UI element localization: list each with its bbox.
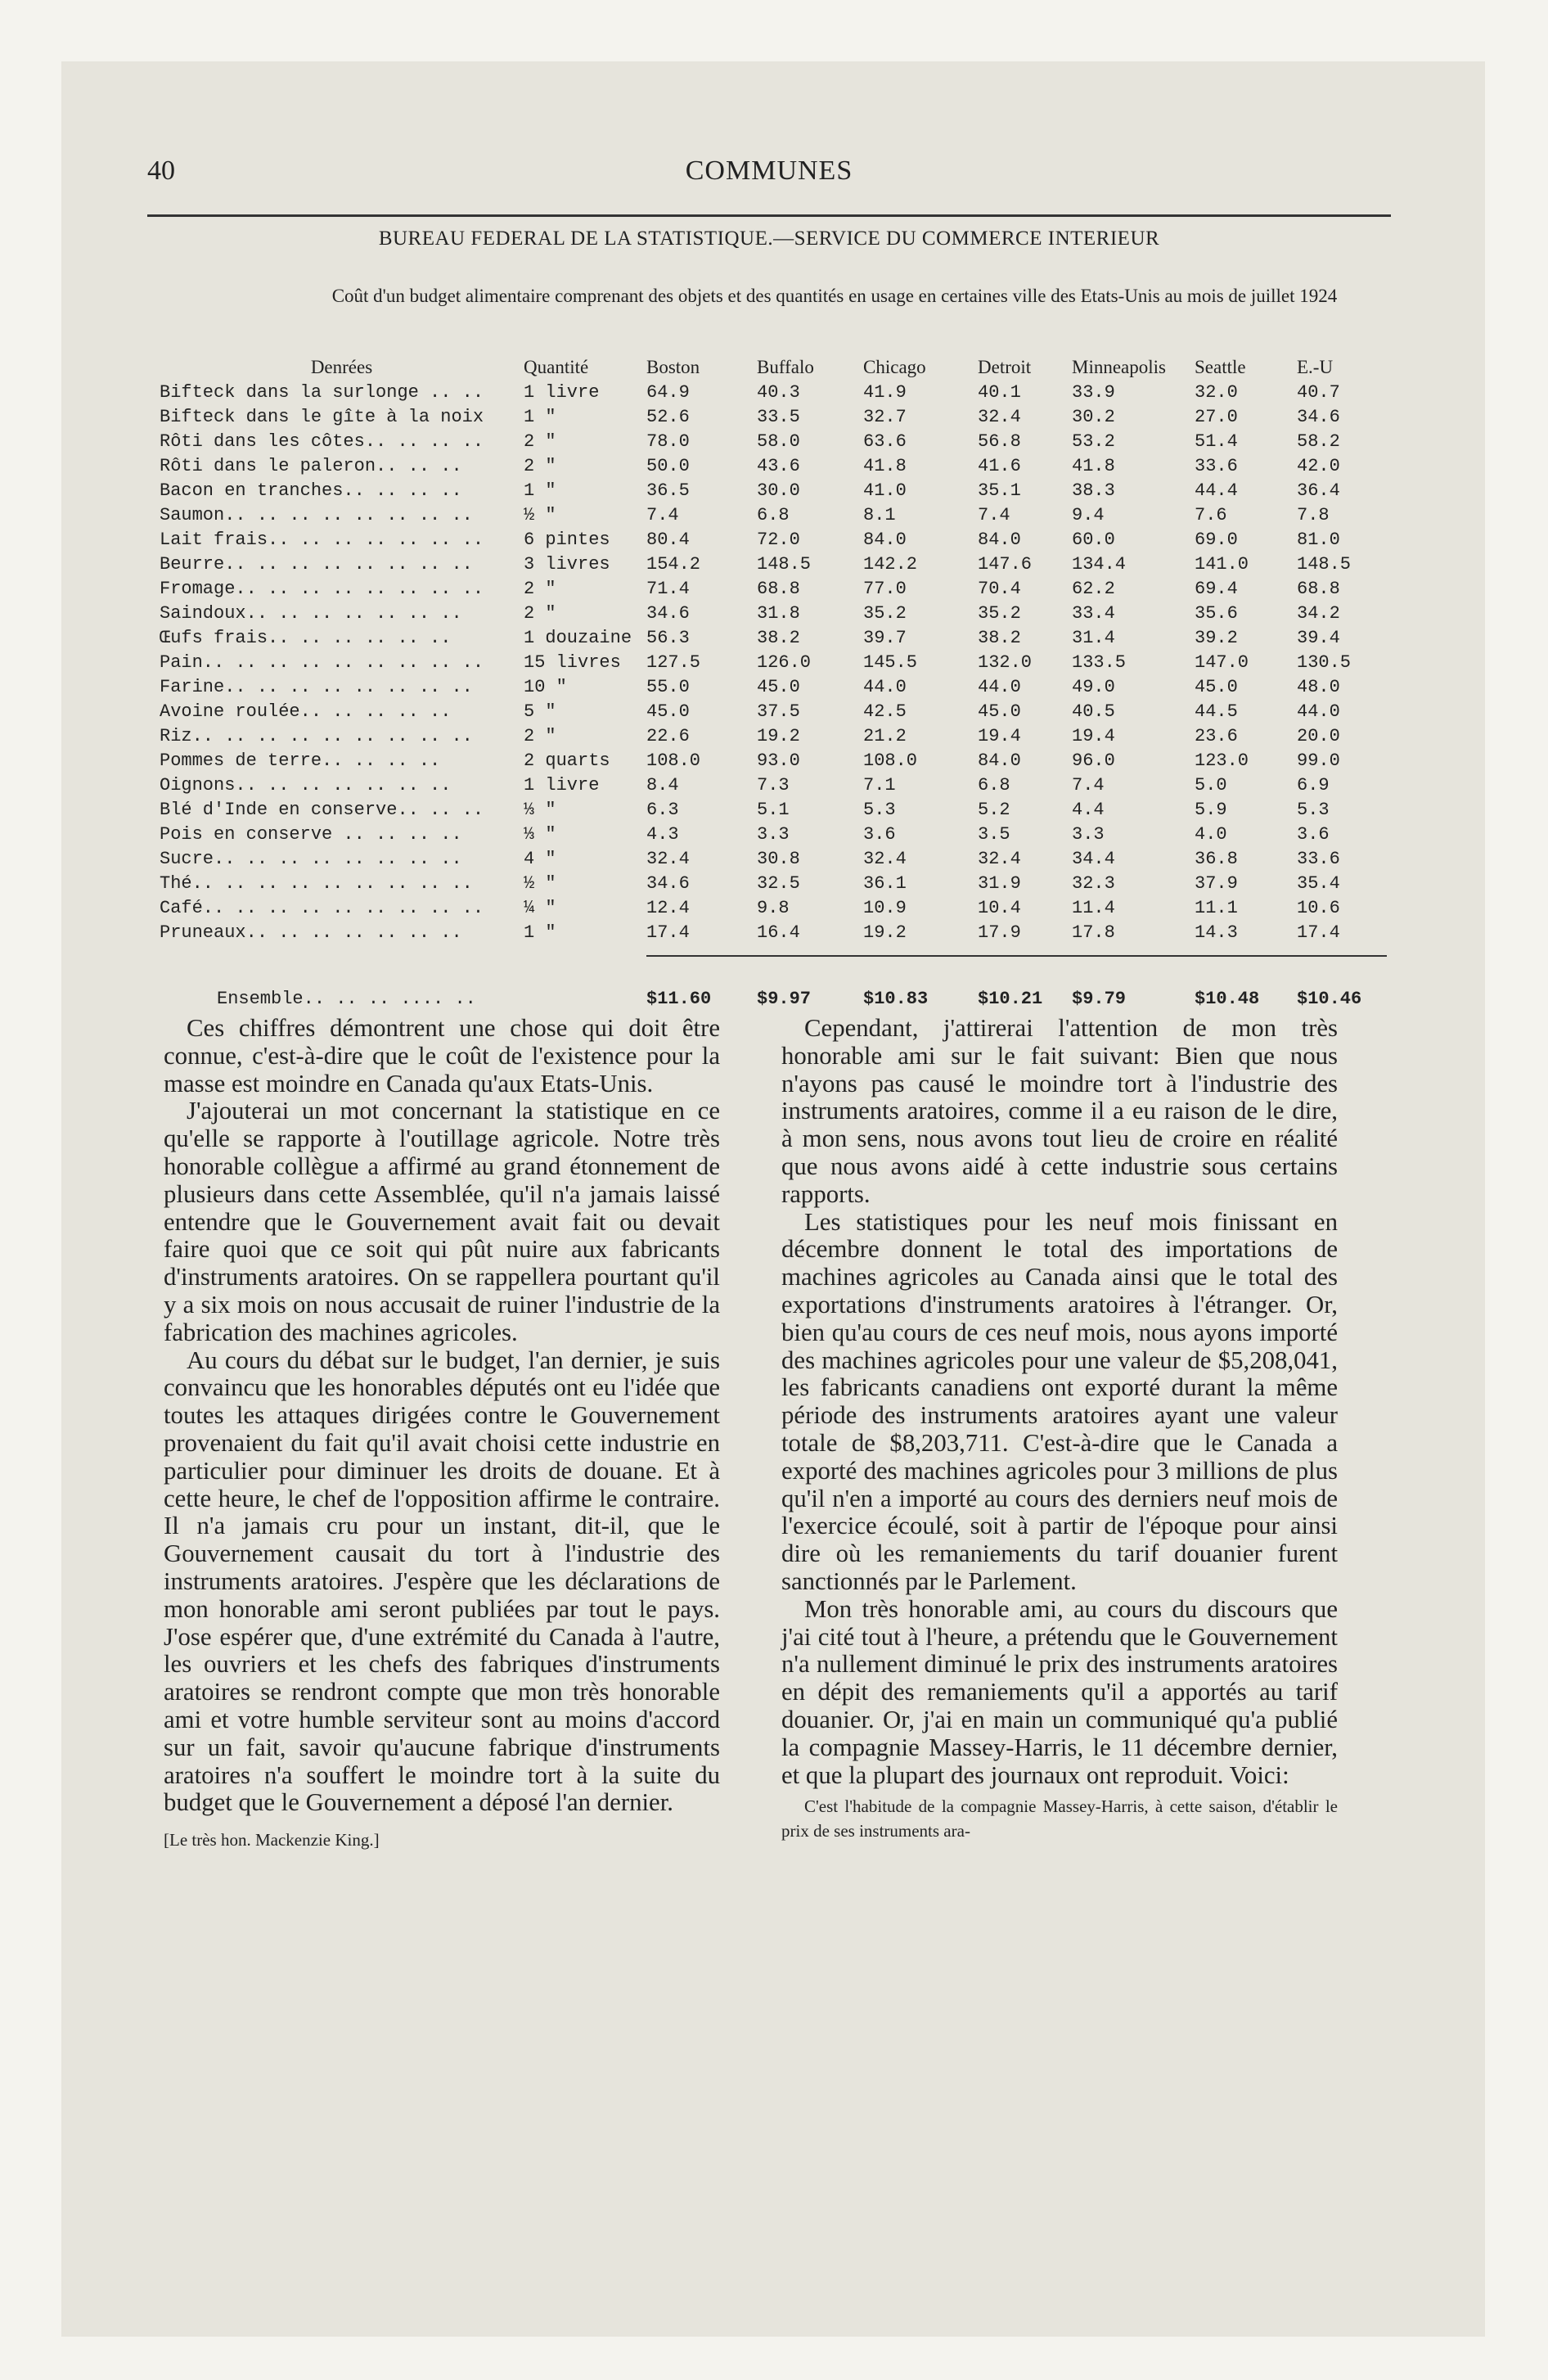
value-cell: 147.6 — [978, 553, 1033, 575]
value-cell: 34.2 — [1297, 602, 1340, 624]
value-cell: 7.4 — [646, 504, 679, 525]
value-cell: 148.5 — [1297, 553, 1352, 575]
quantity-cell: ½ " — [524, 504, 556, 525]
value-cell: 5.3 — [863, 799, 896, 820]
value-cell: 55.0 — [646, 676, 690, 697]
value-cell: 36.1 — [863, 872, 907, 894]
food-budget-table — [160, 355, 1387, 1016]
table-title: BUREAU FEDERAL DE LA STATISTIQUE.—SERVICE DU COMMERCE INTERIEUR — [378, 228, 1160, 250]
value-cell: 38.2 — [757, 627, 800, 648]
table-row — [160, 404, 1387, 429]
header-rule — [147, 214, 1391, 217]
value-cell: 4.0 — [1195, 823, 1227, 845]
value-cell: 32.5 — [757, 872, 800, 894]
item-cell: Lait frais.. .. .. .. .. .. .. — [160, 529, 484, 550]
table-row — [160, 871, 1387, 895]
value-cell: 84.0 — [863, 529, 907, 550]
value-cell: 40.1 — [978, 381, 1021, 403]
value-cell: 154.2 — [646, 553, 701, 575]
column-header: Buffalo — [757, 357, 814, 377]
value-cell: 33.6 — [1297, 848, 1340, 869]
item-cell: Bacon en tranches.. .. .. .. — [160, 480, 462, 501]
value-cell: 35.1 — [978, 480, 1021, 501]
total-row — [160, 980, 1387, 1016]
value-cell: 34.4 — [1072, 848, 1115, 869]
value-cell: 41.8 — [863, 455, 907, 476]
total-cell: $9.97 — [757, 988, 812, 1009]
value-cell: 33.4 — [1072, 602, 1115, 624]
value-cell: 4.3 — [646, 823, 679, 845]
paragraph: Ces chiffres démontrent une chose qui doit être connue, c'est-à-dire que le coût de l'existence pour la masse est moindre en Canada qu'aux Etats-Unis. — [164, 1014, 720, 1098]
item-cell: Riz.. .. .. .. .. .. .. .. .. — [160, 725, 473, 746]
quantity-cell: 15 livres — [524, 651, 621, 673]
value-cell: 33.6 — [1195, 455, 1238, 476]
item-cell: Pommes de terre.. .. .. .. — [160, 750, 441, 771]
value-cell: 84.0 — [978, 529, 1021, 550]
item-cell: Thé.. .. .. .. .. .. .. .. .. — [160, 872, 473, 894]
value-cell: 43.6 — [757, 455, 800, 476]
value-cell: 33.5 — [757, 406, 800, 427]
value-cell: 38.2 — [978, 627, 1021, 648]
value-cell: 4.4 — [1072, 799, 1105, 820]
value-cell: 41.9 — [863, 381, 907, 403]
item-cell: Rôti dans le paleron.. .. .. — [160, 455, 462, 476]
table-row — [160, 576, 1387, 601]
table-row — [160, 846, 1387, 871]
total-cell: $10.46 — [1297, 988, 1362, 1009]
value-cell: 44.4 — [1195, 480, 1238, 501]
quantity-cell: 10 " — [524, 676, 567, 697]
value-cell: 58.2 — [1297, 430, 1340, 452]
page-number: 40 — [147, 156, 175, 186]
value-cell: 39.2 — [1195, 627, 1238, 648]
value-cell: 133.5 — [1072, 651, 1127, 673]
column-header: Boston — [646, 357, 700, 377]
value-cell: 68.8 — [1297, 578, 1340, 599]
value-cell: 37.5 — [757, 701, 800, 722]
value-cell: 34.6 — [646, 872, 690, 894]
value-cell: 45.0 — [978, 701, 1021, 722]
value-cell: 41.6 — [978, 455, 1021, 476]
value-cell: 31.9 — [978, 872, 1021, 894]
value-cell: 99.0 — [1297, 750, 1340, 771]
value-cell: 8.4 — [646, 774, 679, 796]
value-cell: 19.2 — [863, 922, 907, 943]
value-cell: 45.0 — [1195, 676, 1238, 697]
value-cell: 72.0 — [757, 529, 800, 550]
value-cell: 35.2 — [863, 602, 907, 624]
value-cell: 32.0 — [1195, 381, 1238, 403]
value-cell: 38.3 — [1072, 480, 1115, 501]
value-cell: 39.4 — [1297, 627, 1340, 648]
paragraph: Cependant, j'attirerai l'attention de mon très honorable ami sur le fait suivant: Bien que nous n'ayons pas causé le moindre tort à l'industrie des instruments aratoires, comme il a eu raison de le dire, à mon sens, nous avons tout lieu de croire en réalité que nous avons aidé à cette industrie sous certains rapports. — [781, 1014, 1338, 1208]
value-cell: 17.9 — [978, 922, 1021, 943]
table-row — [160, 748, 1387, 773]
quantity-cell: ¼ " — [524, 897, 556, 918]
item-cell: Pain.. .. .. .. .. .. .. .. .. — [160, 651, 484, 673]
value-cell: 77.0 — [863, 578, 907, 599]
quantity-cell: ½ " — [524, 872, 556, 894]
value-cell: 145.5 — [863, 651, 918, 673]
column-header: Detroit — [978, 357, 1032, 377]
value-cell: 20.0 — [1297, 725, 1340, 746]
item-cell: Saumon.. .. .. .. .. .. .. .. — [160, 504, 473, 525]
quantity-cell: 1 " — [524, 922, 556, 943]
value-cell: 5.2 — [978, 799, 1010, 820]
paragraph: Mon très honorable ami, au cours du discours que j'ai cité tout à l'heure, a prétendu que le Gouvernement n'a nullement diminué le prix des instruments aratoires en dépit des remaniements qu'il a apportés au tarif douanier. Or, j'ai en main un communiqué qu'a publié la compagnie Massey-Harris, le 11 décembre dernier, et que la plupart des journaux ont reproduit. Voici: — [781, 1594, 1338, 1789]
value-cell: 71.4 — [646, 578, 690, 599]
table-row — [160, 429, 1387, 453]
value-cell: 53.2 — [1072, 430, 1115, 452]
running-title: COMMUNES — [685, 156, 853, 186]
value-cell: 3.3 — [757, 823, 790, 845]
table-row — [160, 453, 1387, 478]
value-cell: 10.4 — [978, 897, 1021, 918]
value-cell: 11.4 — [1072, 897, 1115, 918]
value-cell: 19.4 — [1072, 725, 1115, 746]
item-cell: Sucre.. .. .. .. .. .. .. .. — [160, 848, 462, 869]
value-cell: 21.2 — [863, 725, 907, 746]
value-cell: 17.4 — [646, 922, 690, 943]
column-header: E.-U — [1297, 357, 1334, 377]
quantity-cell: 1 " — [524, 406, 556, 427]
quantity-cell: 3 livres — [524, 553, 610, 575]
value-cell: 56.3 — [646, 627, 690, 648]
item-cell: Farine.. .. .. .. .. .. .. .. — [160, 676, 473, 697]
quantity-cell: 6 pintes — [524, 529, 610, 550]
table-row — [160, 552, 1387, 576]
value-cell: 5.9 — [1195, 799, 1227, 820]
quantity-cell: 1 livre — [524, 774, 600, 796]
value-cell: 22.6 — [646, 725, 690, 746]
value-cell: 12.4 — [646, 897, 690, 918]
value-cell: 96.0 — [1072, 750, 1115, 771]
total-rule-row — [160, 956, 1387, 980]
value-cell: 44.0 — [978, 676, 1021, 697]
total-cell: $10.48 — [1195, 988, 1260, 1009]
value-cell: 3.6 — [1297, 823, 1330, 845]
value-cell: 63.6 — [863, 430, 907, 452]
item-cell: Pois en conserve .. .. .. .. — [160, 823, 462, 845]
value-cell: 44.5 — [1195, 701, 1238, 722]
quantity-cell: 2 " — [524, 430, 556, 452]
value-cell: 10.9 — [863, 897, 907, 918]
table-row — [160, 797, 1387, 822]
value-cell: 30.2 — [1072, 406, 1115, 427]
quantity-cell: 1 livre — [524, 381, 600, 403]
value-cell: 50.0 — [646, 455, 690, 476]
item-cell: Blé d'Inde en conserve.. .. .. — [160, 799, 484, 820]
item-cell: Rôti dans les côtes.. .. .. .. — [160, 430, 484, 452]
value-cell: 17.4 — [1297, 922, 1340, 943]
item-cell: Œufs frais.. .. .. .. .. .. — [160, 627, 452, 648]
left-text-column — [164, 1015, 720, 1855]
table-caption: Coût d'un budget alimentaire comprenant des objets et des quantités en usage en certaines ville des Etats-Unis au mois de juillet 1924 — [331, 286, 1338, 306]
right-text-column — [781, 1015, 1338, 1843]
item-cell: Bifteck dans le gîte à la noix — [160, 406, 484, 427]
value-cell: 31.8 — [757, 602, 800, 624]
total-cell: $10.21 — [978, 988, 1043, 1009]
value-cell: 48.0 — [1297, 676, 1340, 697]
item-cell: Bifteck dans la surlonge .. .. — [160, 381, 484, 403]
value-cell: 7.6 — [1195, 504, 1227, 525]
item-cell: Fromage.. .. .. .. .. .. .. .. — [160, 578, 484, 599]
value-cell: 10.6 — [1297, 897, 1340, 918]
table-row — [160, 723, 1387, 748]
quantity-cell: 2 " — [524, 578, 556, 599]
table-row — [160, 625, 1387, 650]
value-cell: 35.2 — [978, 602, 1021, 624]
value-cell: 33.9 — [1072, 381, 1115, 403]
value-cell: 3.3 — [1072, 823, 1105, 845]
value-cell: 32.4 — [646, 848, 690, 869]
value-cell: 127.5 — [646, 651, 701, 673]
value-cell: 70.4 — [978, 578, 1021, 599]
value-cell: 49.0 — [1072, 676, 1115, 697]
value-cell: 7.4 — [978, 504, 1010, 525]
value-cell: 9.4 — [1072, 504, 1105, 525]
value-cell: 36.4 — [1297, 480, 1340, 501]
value-cell: 5.0 — [1195, 774, 1227, 796]
value-cell: 40.3 — [757, 381, 800, 403]
value-cell: 30.8 — [757, 848, 800, 869]
table-row — [160, 920, 1387, 944]
value-cell: 35.6 — [1195, 602, 1238, 624]
column-header: Minneapolis — [1072, 357, 1166, 377]
column-header: Denrées — [310, 357, 373, 377]
total-cell: $11.60 — [646, 988, 712, 1009]
value-cell: 34.6 — [1297, 406, 1340, 427]
value-cell: 35.4 — [1297, 872, 1340, 894]
value-cell: 31.4 — [1072, 627, 1115, 648]
quantity-cell: 2 " — [524, 602, 556, 624]
value-cell: 62.2 — [1072, 578, 1115, 599]
value-cell: 132.0 — [978, 651, 1033, 673]
item-cell: Oignons.. .. .. .. .. .. .. — [160, 774, 452, 796]
value-cell: 147.0 — [1195, 651, 1249, 673]
value-cell: 69.0 — [1195, 529, 1238, 550]
table-row — [160, 650, 1387, 674]
table-row — [160, 380, 1387, 404]
value-cell: 123.0 — [1195, 750, 1249, 771]
value-cell: 32.4 — [863, 848, 907, 869]
value-cell: 7.4 — [1072, 774, 1105, 796]
value-cell: 44.0 — [863, 676, 907, 697]
column-header: Quantité — [524, 357, 589, 377]
value-cell: 41.8 — [1072, 455, 1115, 476]
value-cell: 17.8 — [1072, 922, 1115, 943]
quantity-cell: 1 " — [524, 480, 556, 501]
value-cell: 52.6 — [646, 406, 690, 427]
item-cell: Café.. .. .. .. .. .. .. .. .. — [160, 897, 484, 918]
value-cell: 5.3 — [1297, 799, 1330, 820]
value-cell: 16.4 — [757, 922, 800, 943]
spacer-row — [160, 944, 1387, 956]
table-row — [160, 503, 1387, 527]
item-cell: Pruneaux.. .. .. .. .. .. .. — [160, 922, 462, 943]
value-cell: 51.4 — [1195, 430, 1238, 452]
value-cell: 108.0 — [646, 750, 701, 771]
quantity-cell: 4 " — [524, 848, 556, 869]
value-cell: 64.9 — [646, 381, 690, 403]
quantity-cell: 2 quarts — [524, 750, 610, 771]
value-cell: 9.8 — [757, 897, 790, 918]
value-cell: 60.0 — [1072, 529, 1115, 550]
page-header — [147, 156, 1391, 196]
value-cell: 7.3 — [757, 774, 790, 796]
value-cell: 6.3 — [646, 799, 679, 820]
value-cell: 19.4 — [978, 725, 1021, 746]
value-cell: 3.6 — [863, 823, 896, 845]
value-cell: 81.0 — [1297, 529, 1340, 550]
table-row — [160, 822, 1387, 846]
item-cell: Saindoux.. .. .. .. .. .. .. — [160, 602, 462, 624]
value-cell: 34.6 — [646, 602, 690, 624]
total-label: Ensemble.. .. .. .... .. — [217, 988, 476, 1009]
paragraph: J'ajouterai un mot concernant la statistique en ce qu'elle se rapporte à l'outillage agricole. Notre très honorable collègue a affirmé au grand étonnement de plusieurs dans cette Assemblée, qu'il n'a jamais laissé entendre que le Gouvernement avait fait ou devait faire quoi que ce soit qui pût nuire aux fabricants d'instruments aratoires. On se rappellera pourtant qu'il y a six mois on nous accusait de ruiner l'industrie de la fabrication des machines agricoles. — [164, 1097, 720, 1346]
total-cell: $10.83 — [863, 988, 929, 1009]
value-cell: 69.4 — [1195, 578, 1238, 599]
table-row — [160, 674, 1387, 699]
value-cell: 58.0 — [757, 430, 800, 452]
value-cell: 44.0 — [1297, 701, 1340, 722]
value-cell: 42.5 — [863, 701, 907, 722]
value-cell: 8.1 — [863, 504, 896, 525]
item-cell: Avoine roulée.. .. .. .. .. — [160, 701, 452, 722]
value-cell: 130.5 — [1297, 651, 1352, 673]
quoted-communique: C'est l'habitude de la compagnie Massey-Harris, à cette saison, d'établir le prix de ses instruments ara- — [781, 1796, 1338, 1841]
value-cell: 126.0 — [757, 651, 812, 673]
quantity-cell: 5 " — [524, 701, 556, 722]
value-cell: 108.0 — [863, 750, 918, 771]
column-header: Seattle — [1195, 357, 1246, 377]
quantity-cell: 2 " — [524, 455, 556, 476]
value-cell: 32.3 — [1072, 872, 1115, 894]
value-cell: 6.8 — [978, 774, 1010, 796]
value-cell: 45.0 — [757, 676, 800, 697]
value-cell: 148.5 — [757, 553, 812, 575]
value-cell: 19.2 — [757, 725, 800, 746]
value-cell: 41.0 — [863, 480, 907, 501]
value-cell: 6.8 — [757, 504, 790, 525]
table-row — [160, 773, 1387, 797]
value-cell: 84.0 — [978, 750, 1021, 771]
value-cell: 32.7 — [863, 406, 907, 427]
value-cell: 27.0 — [1195, 406, 1238, 427]
value-cell: 36.8 — [1195, 848, 1238, 869]
table-row — [160, 699, 1387, 723]
value-cell: 6.9 — [1297, 774, 1330, 796]
value-cell: 30.0 — [757, 480, 800, 501]
value-cell: 14.3 — [1195, 922, 1238, 943]
value-cell: 32.4 — [978, 848, 1021, 869]
paragraph: Les statistiques pour les neuf mois finissant en décembre donnent le total des importations de machines agricoles au Canada ainsi que le total des exportations d'instruments aratoires à l'étranger. Or, bien qu'au cours de ces neuf mois, nous ayons importé des machines agricoles pour une valeur de $5,208,041, les fabricants canadiens ont exporté durant la même période des instruments aratoires ayant une valeur totale de $8,203,711. C'est-à-dire que le Canada a exporté des machines agricoles pour 3 millions de plus qu'il n'en a importé au cours des derniers neuf mois de l'exercice écoulé, soit à partir de l'époque pour ainsi dire où les remaniements du tarif douanier furent sanctionnés par le Parlement. — [781, 1207, 1338, 1595]
paragraph: Au cours du débat sur le budget, l'an dernier, je suis convaincu que les honorables députés ont eu l'idée que toutes les attaques dirigées contre le Gouvernement provenaient du fait qu'il avait choisi cette industrie en particulier pour diminuer les droits de douane. Et à cette heure, le chef de l'opposition affirme le contraire. Il n'a jamais cru pour un instant, dit-il, que le Gouvernement causait du tort à l'industrie des instruments aratoires. J'espère que les déclarations de mon honorable ami seront publiées par tout le pays. J'ose espérer que, d'une extrémité du Canada à l'autre, les ouvriers et les chefs des fabriques d'instruments aratoires se rendront compte que mon très honorable ami et votre humble serviteur sont au moins d'accord sur un fait, savoir qu'aucune fabrique d'instruments aratoires n'a souffert le moindre tort à la suite du budget que le Gouvernement a déposé l'an dernier. — [164, 1346, 720, 1817]
value-cell: 42.0 — [1297, 455, 1340, 476]
value-cell: 7.1 — [863, 774, 896, 796]
total-cell: $9.79 — [1072, 988, 1127, 1009]
value-cell: 142.2 — [863, 553, 918, 575]
column-header: Chicago — [863, 357, 926, 377]
value-cell: 68.8 — [757, 578, 800, 599]
value-cell: 93.0 — [757, 750, 800, 771]
table-row — [160, 601, 1387, 625]
value-cell: 56.8 — [978, 430, 1021, 452]
table-row — [160, 895, 1387, 920]
quantity-cell: 1 douzaine — [524, 627, 632, 648]
speaker-note: [Le très hon. Mackenzie King.] — [164, 1830, 380, 1850]
value-cell: 5.1 — [757, 799, 790, 820]
value-cell: 40.7 — [1297, 381, 1340, 403]
quantity-cell: 2 " — [524, 725, 556, 746]
quantity-cell: ⅓ " — [524, 799, 556, 820]
quantity-cell: ⅓ " — [524, 823, 556, 845]
value-cell: 45.0 — [646, 701, 690, 722]
value-cell: 37.9 — [1195, 872, 1238, 894]
value-cell: 80.4 — [646, 529, 690, 550]
value-cell: 36.5 — [646, 480, 690, 501]
value-cell: 78.0 — [646, 430, 690, 452]
value-cell: 39.7 — [863, 627, 907, 648]
value-cell: 11.1 — [1195, 897, 1238, 918]
value-cell: 3.5 — [978, 823, 1010, 845]
value-cell: 141.0 — [1195, 553, 1249, 575]
value-cell: 32.4 — [978, 406, 1021, 427]
item-cell: Beurre.. .. .. .. .. .. .. .. — [160, 553, 473, 575]
value-cell: 40.5 — [1072, 701, 1115, 722]
value-cell: 7.8 — [1297, 504, 1330, 525]
table-row — [160, 478, 1387, 503]
value-cell: 23.6 — [1195, 725, 1238, 746]
value-cell: 134.4 — [1072, 553, 1127, 575]
table-row — [160, 527, 1387, 552]
